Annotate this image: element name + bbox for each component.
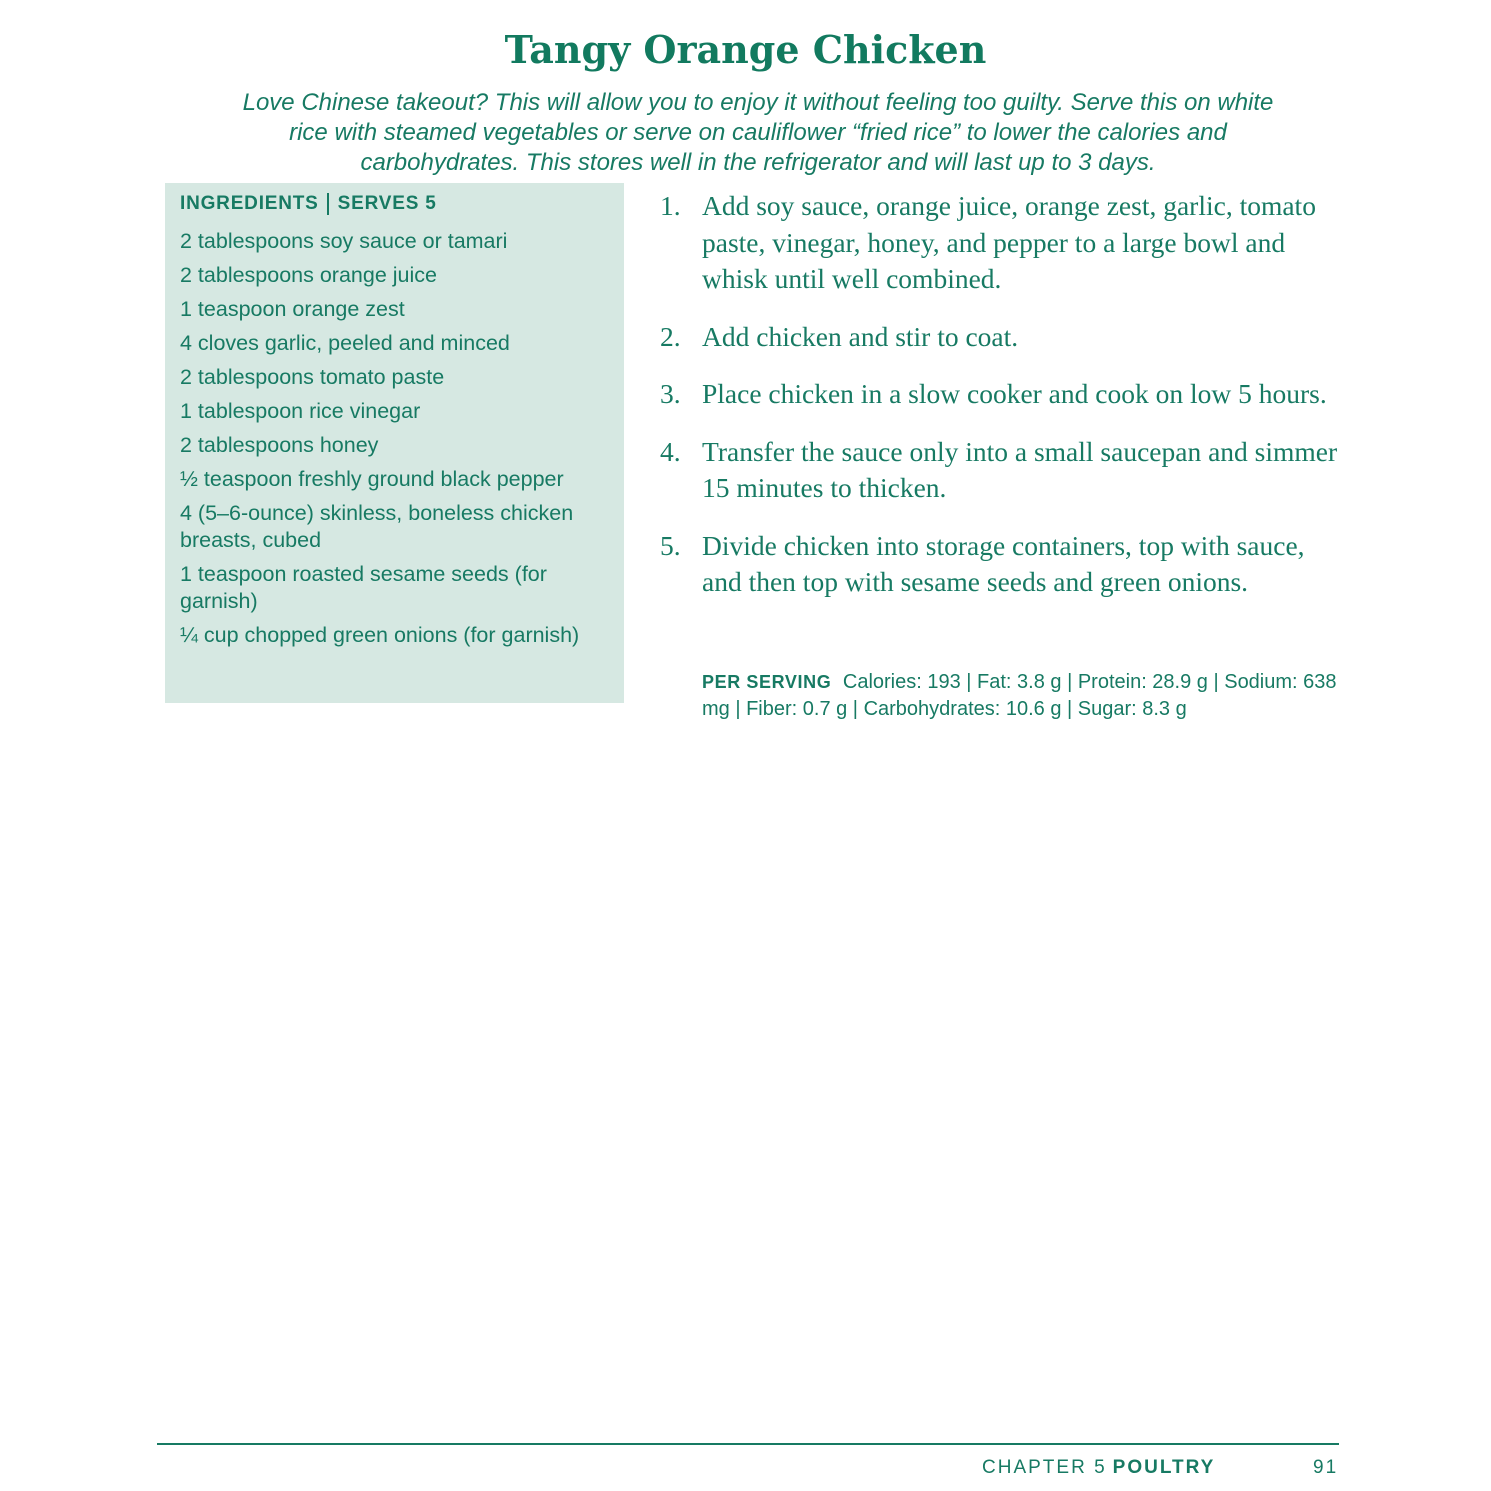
nutrition-label: PER SERVING [702,672,832,692]
ingredient-item: 4 cloves garlic, peeled and minced [180,331,510,355]
step-text: Place chicken in a slow cooker and cook on low 5 hours. [702,378,1327,409]
footer-rule [157,1443,1339,1445]
page-number: 91 [1313,1457,1339,1478]
ingredients-label: INGREDIENTS [180,193,319,214]
step-text: Add chicken and stir to coat. [702,320,1019,352]
ingredient-item: ¼ cup chopped green onions (for garnish) [180,623,580,647]
footer-section: POULTRY [1112,1457,1216,1478]
ingredient-item: 2 tablespoons orange juice [180,263,437,287]
header-divider [327,193,329,215]
direction-step [660,434,1340,507]
footer-chapter: CHAPTER 5 [982,1457,1107,1478]
nutrition-info [702,669,1342,723]
direction-step [660,528,1340,601]
step-number: 5. [660,529,681,561]
direction-step [660,319,1340,356]
ingredient-item: 2 tablespoons tomato paste [180,365,445,389]
ingredient-item: 2 tablespoons soy sauce or tamari [180,229,508,253]
step-number: 1. [660,190,681,221]
step-number: 4. [660,435,681,467]
nutrition-text: Calories: 193 | Fat: 3.8 g | Protein: 28.9 g | Sodium: 638 mg | Fiber: 0.7 g | Carbohydrates: 10.6 g | Sugar: 8.3 g [702,671,1337,720]
recipe-title: Tangy Orange Chicken [504,27,987,73]
ingredient-item: 1 teaspoon roasted sesame seeds (for garnish) [180,562,547,613]
step-text: Transfer the sauce only into a small saucepan and simmer 15 minutes to thicken. [702,435,1338,503]
step-text: Divide chicken into storage containers, top with sauce, and then top with sesame seeds and green onions. [702,529,1305,597]
step-number: 2. [660,320,681,352]
ingredients-header [180,191,609,217]
serves-label: SERVES 5 [337,193,437,214]
step-number: 3. [660,378,681,409]
footer-running-head [982,1455,1215,1481]
direction-step [660,188,1340,298]
ingredients-list [180,228,609,649]
ingredient-item: 1 teaspoon orange zest [180,297,405,321]
ingredient-item: 1 tablespoon rice vinegar [180,399,421,423]
step-text: Add soy sauce, orange juice, orange zest, garlic, tomato paste, vinegar, honey, and pepper to a large bowl and whisk until well combined. [702,190,1316,294]
ingredients-panel [165,183,624,703]
ingredient-item: ½ teaspoon freshly ground black pepper [180,467,564,491]
direction-step [660,376,1340,413]
ingredient-item: 2 tablespoons honey [180,433,379,457]
directions-list [660,188,1340,622]
ingredient-item: 4 (5–6-ounce) skinless, boneless chicken breasts, cubed [180,501,574,552]
recipe-intro: Love Chinese takeout? This will allow you to enjoy it without feeling too guilty. Serve this on white rice with steamed vegetables or serve on cauliflower “fried rice” to lower the calories and carbohydrates. This stores well in the refrigerator and will last up to 3 days. [242,89,1274,176]
